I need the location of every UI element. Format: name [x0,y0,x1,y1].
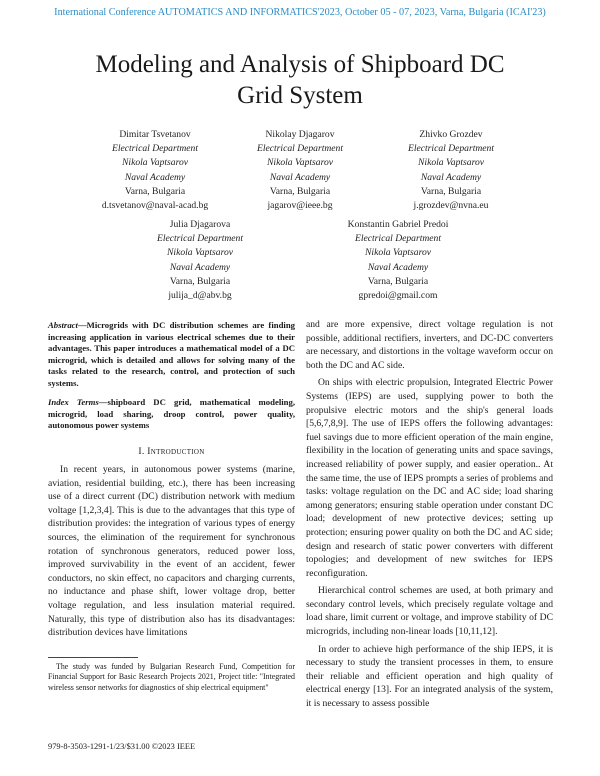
author-email: jagarov@ieee.bg [267,200,333,212]
author-email: d.tsvetanov@naval-acad.bg [101,200,209,212]
author-department: Electrical Department [156,233,244,245]
body-paragraph: In recent years, in autonomous power systems (marine, aviation, residential building, etc.), there has been increasing use of a direct current (DC) distribution network with medium voltage [1,2,3,4]. This is due to the advantages that this type of distribution provides: the integration of various types of energy sources, the elimination of the requirement for synchronous rotation of synchronous generators, reduced power loss, improved survivability in the event of an accident, fewer conductors, no skin effect, no capacitors and charging currents, no inductance and phase shift, lower voltage drop, better voltage regulation, and less insulation material required. Naturally, this type of distribution also has its disadvantages: distribution devices have limitations [48,464,295,639]
author-institution: Nikola Vaptsarov [365,247,431,259]
footnote: The study was funded by Bulgarian Research Fund, Competition for Financial Support for Basic Research Projects 2021, Project title: "Integrated wireless sensor networks for diagnostics of ship electrical equipment" [48,662,295,692]
author-institution: Nikola Vaptsarov [267,157,333,169]
author-location: Varna, Bulgaria [269,185,331,197]
footnote-divider [48,657,138,658]
author-department: Electrical Department [256,143,344,155]
author-block [75,128,235,213]
author-name: Zhivko Grozdev [419,129,483,140]
title-line-2: Grid System [237,82,363,109]
author-institution: Naval Academy [169,261,231,273]
author-institution: Naval Academy [367,261,429,273]
body-paragraph: and are more expensive, direct voltage regulation is not possible, additional rectifiers, inverters, and DC-DC converters are necessary, and distortions in the voltage waveform occur on both the DC and AC side. [306,319,553,371]
author-institution: Naval Academy [420,171,482,183]
author-location: Varna, Bulgaria [420,185,482,197]
author-block [318,218,478,303]
author-location: Varna, Bulgaria [367,275,429,287]
body-paragraph: In order to achieve high performance of the ship IEPS, it is necessary to study the transient processes in them, to ensure their reliable and efficient operation and high quality of electrical energy [13]. For an integrated analysis of the system, it is necessary to assess possible [306,643,553,710]
author-institution: Naval Academy [124,171,186,183]
author-department: Electrical Department [407,143,495,155]
author-email: julija_d@abv.bg [168,290,232,302]
author-name: Konstantin Gabriel Predoi [347,219,449,230]
right-column-body [306,318,553,711]
section-number: I. [138,446,148,457]
abstract-lead: Abstract [48,320,78,330]
author-name: Dimitar Tsvetanov [119,129,191,140]
author-institution: Naval Academy [269,171,331,183]
author-department: Electrical Department [354,233,442,245]
author-block [371,128,531,213]
author-email: j.grozdev@nvna.eu [413,200,489,212]
copyright-line: 979-8-3503-1291-1/23/$31.00 ©2023 IEEE [48,742,196,751]
author-location: Varna, Bulgaria [169,275,231,287]
author-block [120,218,280,303]
conference-header: International Conference AUTOMATICS AND INFORMATICS'2023, October 05 - 07, 2023, Varna, Bulgaria (ICAI'23) [54,7,546,18]
index-terms-lead: Index Terms [48,397,99,407]
author-name: Nikolay Djagarov [265,129,335,140]
abstract-text: —Microgrids with DC distribution schemes are finding increasing application in various electrical schemes due to their advantages. This paper introduces a mathematical model of a DC microgrid, which is detailed and allows for solving many of the tasks related to the research, control, and protection of such systems. [48,320,295,388]
author-department: Electrical Department [111,143,199,155]
index-terms-text: —shipboard DC grid, mathematical modeling, microgrid, load sharing, droop control, power quality, autonomous power systems [48,397,296,430]
abstract [48,320,295,389]
author-name: Julia Djagarova [169,219,231,230]
author-institution: Nikola Vaptsarov [167,247,233,259]
index-terms [48,397,295,432]
title-line-1: Modeling and Analysis of Shipboard DC [95,51,505,78]
author-block [220,128,380,213]
body-paragraph: On ships with electric propulsion, Integrated Electric Power Systems (IEPS) are used, supplying power to both the propulsive electric motors and the ship's general loads [5,6,7,8,9]. The use of IEPS offers the following advantages: fuel savings due to more efficient operation of the main engine, flexibility in the location of generating units and space savings, increased reliability of power supply, and easier operation.. At the same time, the use of IEPS prompts a series of problems and tasks: voltage regulation on the DC and AC side; load sharing among generators; ensuring stable operation under constant DC load; development of new protective devices; setting up protection; ensuring power quality on both the DC and AC side; design and research of static power converters with different topologies; and development of new switches for IEPS reconfiguration. [306,377,553,579]
section-heading [48,446,295,457]
author-institution: Nikola Vaptsarov [122,157,188,169]
section-title: Introduction [147,446,205,457]
author-email: gpredoi@gmail.com [358,290,438,302]
left-column-body [48,463,295,640]
author-institution: Nikola Vaptsarov [418,157,484,169]
body-paragraph: Hierarchical control schemes are used, at both primary and secondary control levels, which precisely regulate voltage and load share, limit current or voltage, and improve stability of DC microgrids, including non-linear loads [10,11,12]. [306,585,553,638]
author-location: Varna, Bulgaria [124,185,186,197]
paper-title [40,49,560,111]
